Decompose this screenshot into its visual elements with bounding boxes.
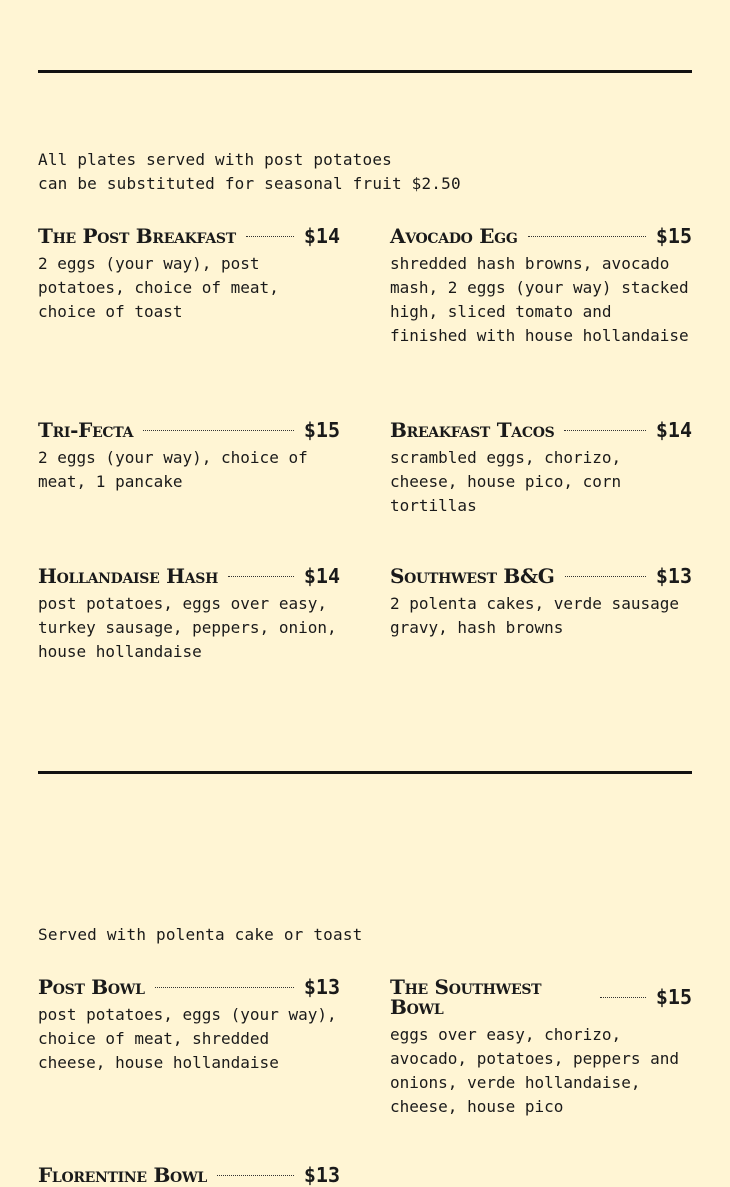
menu-item-price: $13 [303, 1163, 340, 1187]
menu-item-southwest-bg [390, 566, 692, 640]
dotted-leader [143, 430, 294, 431]
menu-item-name: Tri-Fecta [38, 418, 134, 442]
dotted-leader [246, 236, 294, 237]
dotted-leader [564, 430, 645, 431]
bowls-note: Served with polenta cake or toast [38, 925, 363, 944]
dotted-leader [600, 997, 646, 998]
menu-item-the-southwest-bowl [390, 977, 692, 1119]
menu-item-description: eggs over easy, chorizo, avocado, potatoes, peppers and onions, verde hollandaise, cheese, house pico [390, 1025, 679, 1116]
menu-item-name: Post Bowl [38, 975, 145, 999]
menu-item-name: Southwest B&G [390, 564, 555, 588]
menu-item-description: 2 eggs (your way), post potatoes, choice of meat, choice of toast [38, 254, 279, 321]
breakfast-note-line-1: All plates served with post potatoes [38, 150, 392, 169]
menu-item-price: $14 [303, 224, 340, 248]
menu-item-post-bowl [38, 977, 340, 1075]
dotted-leader [528, 236, 646, 237]
dotted-leader [565, 576, 646, 577]
menu-item-price: $15 [303, 418, 340, 442]
breakfast-note-line-2: can be substituted for seasonal fruit $2.50 [38, 174, 461, 193]
menu-item-florentine-bowl [38, 1165, 340, 1185]
dotted-leader [155, 987, 294, 988]
section-divider-bowls [38, 771, 692, 774]
menu-item-price: $15 [655, 224, 692, 248]
menu-item-price: $15 [655, 985, 692, 1009]
menu-item-price: $14 [303, 564, 340, 588]
menu-item-avocado-egg [390, 226, 692, 348]
menu-item-the-post-breakfast [38, 226, 340, 324]
menu-item-name: Hollandaise Hash [38, 564, 219, 588]
menu-item-name: Avocado Egg [390, 224, 518, 248]
dotted-leader [228, 576, 294, 577]
menu-item-tri-fecta [38, 420, 340, 494]
dotted-leader [217, 1175, 294, 1176]
menu-item-price: $14 [655, 418, 692, 442]
menu-item-price: $13 [655, 564, 692, 588]
menu-item-hollandaise-hash [38, 566, 340, 664]
menu-item-name: Florentine Bowl [38, 1163, 207, 1187]
menu-item-price: $13 [303, 975, 340, 999]
menu-item-description: shredded hash browns, avocado mash, 2 eggs (your way) stacked high, sliced tomato and finished with house hollandaise [390, 254, 689, 345]
menu-item-description: 2 eggs (your way), choice of meat, 1 pancake [38, 448, 308, 491]
menu-item-description: post potatoes, eggs (your way), choice of meat, shredded cheese, house hollandaise [38, 1005, 337, 1072]
menu-item-name: The Southwest Bowl [390, 975, 542, 1019]
menu-item-name: Breakfast Tacos [390, 418, 555, 442]
menu-item-description: scrambled eggs, chorizo, cheese, house pico, corn tortillas [390, 448, 622, 515]
section-divider-breakfast [38, 70, 692, 73]
breakfast-note [38, 148, 461, 196]
menu-item-description: 2 polenta cakes, verde sausage gravy, hash browns [390, 594, 679, 637]
menu-item-description: post potatoes, eggs over easy, turkey sausage, peppers, onion, house hollandaise [38, 594, 337, 661]
menu-item-breakfast-tacos [390, 420, 692, 518]
menu-item-name: The Post Breakfast [38, 224, 236, 248]
